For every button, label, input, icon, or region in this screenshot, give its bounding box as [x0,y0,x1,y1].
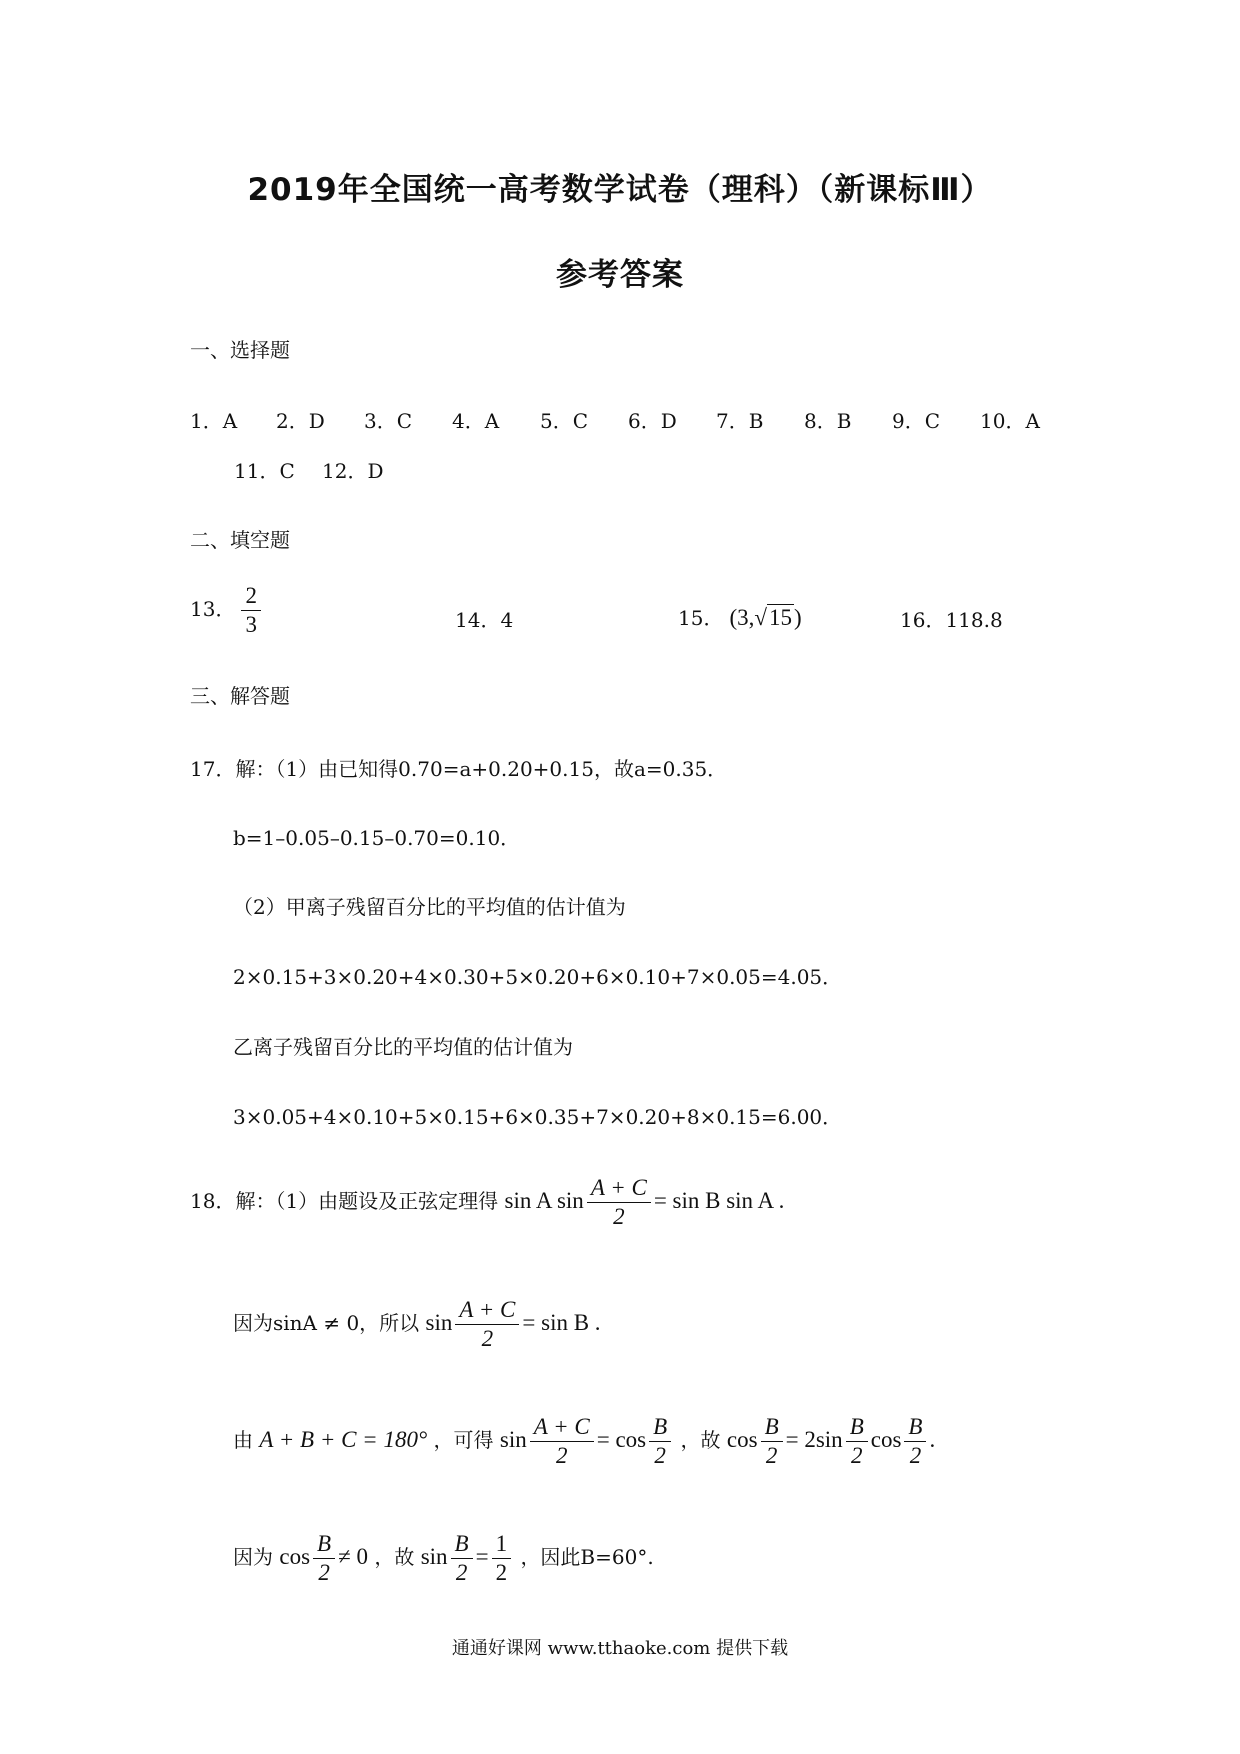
fraction-denominator: 2 [909,1443,922,1469]
math-text: = sin B sin A . [653,1187,785,1213]
section-title-solve: 三、解答题 [190,684,290,708]
math-text: cos [279,1543,311,1569]
answer-item: 5．C [540,409,589,433]
math-text: cos [726,1426,758,1452]
page-subtitle: 参考答案 [556,257,684,293]
answer-math: ) [794,605,802,630]
fraction-denominator: 2 [654,1443,666,1469]
q18-text: ，因此B=60°. [520,1544,654,1569]
answer-label: 13． [190,597,236,622]
q18-line [233,1415,935,1468]
answer-item: 12．D [322,459,384,483]
q18-text: ，可得 [433,1427,494,1452]
fraction-numerator: B [451,1532,473,1559]
answer-label: 15． [678,606,724,630]
fraction-denominator: 2 [455,1560,468,1586]
answer-item: 6．D [628,409,677,433]
q17-line: b=1–0.05–0.15–0.70=0.10． [233,826,521,850]
fraction-numerator: A + C [587,1176,651,1203]
fill-answer-13 [190,584,264,637]
q17-line: 乙离子残留百分比的平均值的估计值为 [233,1035,573,1059]
fill-answer-14: 14．4 [455,608,514,632]
q18-text: 由 [233,1427,253,1452]
q18-text: ，故 [680,1427,721,1452]
math-expression [499,1414,674,1469]
fraction-denominator: 2 [495,1560,508,1586]
section-title-fill: 二、填空题 [190,528,290,552]
fraction [846,1415,868,1468]
fraction-denominator: 2 [555,1443,568,1469]
math-text: sin [425,1309,453,1335]
math-text: . [929,1426,936,1452]
math-expression [420,1531,514,1586]
q17-line: 17．解：（1）由已知得0.70=a+0.20+0.15，故a=0.35． [190,757,728,781]
answer-item: 4．A [452,409,500,433]
q18-line [233,1298,601,1351]
math-text: = cos [596,1426,647,1452]
q18-text: ，故 [374,1544,415,1569]
radicand: 15 [769,605,792,630]
fraction [587,1176,651,1229]
fraction-numerator: A + C [455,1298,519,1325]
math-text: sin A sin [504,1187,584,1213]
q18-line [233,1532,654,1585]
fraction-numerator: A + C [530,1415,594,1442]
q17-line: （2）甲离子残留百分比的平均值的估计值为 [233,895,626,919]
fraction-numerator: B [761,1415,783,1442]
fraction-denominator: 3 [245,612,257,638]
fraction [455,1298,519,1351]
fraction-numerator: B [846,1415,868,1442]
fraction [492,1532,512,1585]
answer-item: 2．D [276,409,325,433]
q17-line: 2×0.15+3×0.20+4×0.30+5×0.20+6×0.10+7×0.05=4.05． [233,965,843,989]
fill-answer-15 [678,602,802,631]
math-text: sin [499,1426,527,1452]
fraction [904,1415,926,1468]
q18-text: 因为sinA ≠ 0，所以 [233,1310,420,1335]
fraction-denominator: 2 [765,1443,778,1469]
answer-item: 9．C [892,409,941,433]
section-title-choice: 一、选择题 [190,338,290,362]
answer-item: 3．C [364,409,413,433]
fill-answer-16: 16．118.8 [900,608,1003,632]
fraction-denominator: 2 [613,1204,625,1230]
q18-text: 18．解：（1）由题设及正弦定理得 [190,1188,499,1213]
fraction [761,1415,783,1468]
q18-text: 因为 [233,1544,273,1569]
fraction [649,1415,671,1468]
math-text: = sin B . [522,1309,601,1335]
math-text: sin [420,1543,448,1569]
fraction-numerator: 1 [492,1532,512,1559]
answer-item: 11．C [234,459,295,483]
answer-item: 8．B [804,409,852,433]
math-expression [425,1297,601,1352]
footer-credit: 通通好课网 www.tthaoke.com 提供下载 [451,1638,789,1659]
fraction [241,584,261,637]
sqrt-expression: √15 [754,605,792,630]
fraction-denominator: 2 [850,1443,863,1469]
fraction-numerator: B [313,1532,335,1559]
answer-item: 1．A [190,409,238,433]
math-text: = [475,1543,489,1569]
fraction-numerator: B [649,1415,671,1442]
math-text: = 2sin [785,1426,843,1452]
page-title: 2019年全国统一高考数学试卷（理科）（新课标Ⅲ） [247,172,993,208]
math-expression [504,1175,785,1230]
math-text: cos [870,1426,902,1452]
math-text: ≠ 0 [338,1543,368,1569]
answer-item: 7．B [716,409,764,433]
q18-line [190,1176,784,1229]
fraction-denominator: 2 [318,1560,330,1586]
q17-line: 3×0.05+4×0.10+5×0.15+6×0.35+7×0.20+8×0.15=6.00． [233,1105,843,1129]
math-text: A + B + C = 180° [259,1426,428,1452]
fraction [313,1532,335,1585]
answer-item: 10．A [980,409,1040,433]
fraction-numerator: B [904,1415,926,1442]
fraction-numerator: 2 [241,584,261,611]
math-expression [726,1414,936,1469]
fraction [530,1415,594,1468]
fraction [451,1532,473,1585]
fraction-denominator: 2 [481,1326,494,1352]
answer-math: (3, [729,605,755,630]
math-expression [279,1531,368,1586]
